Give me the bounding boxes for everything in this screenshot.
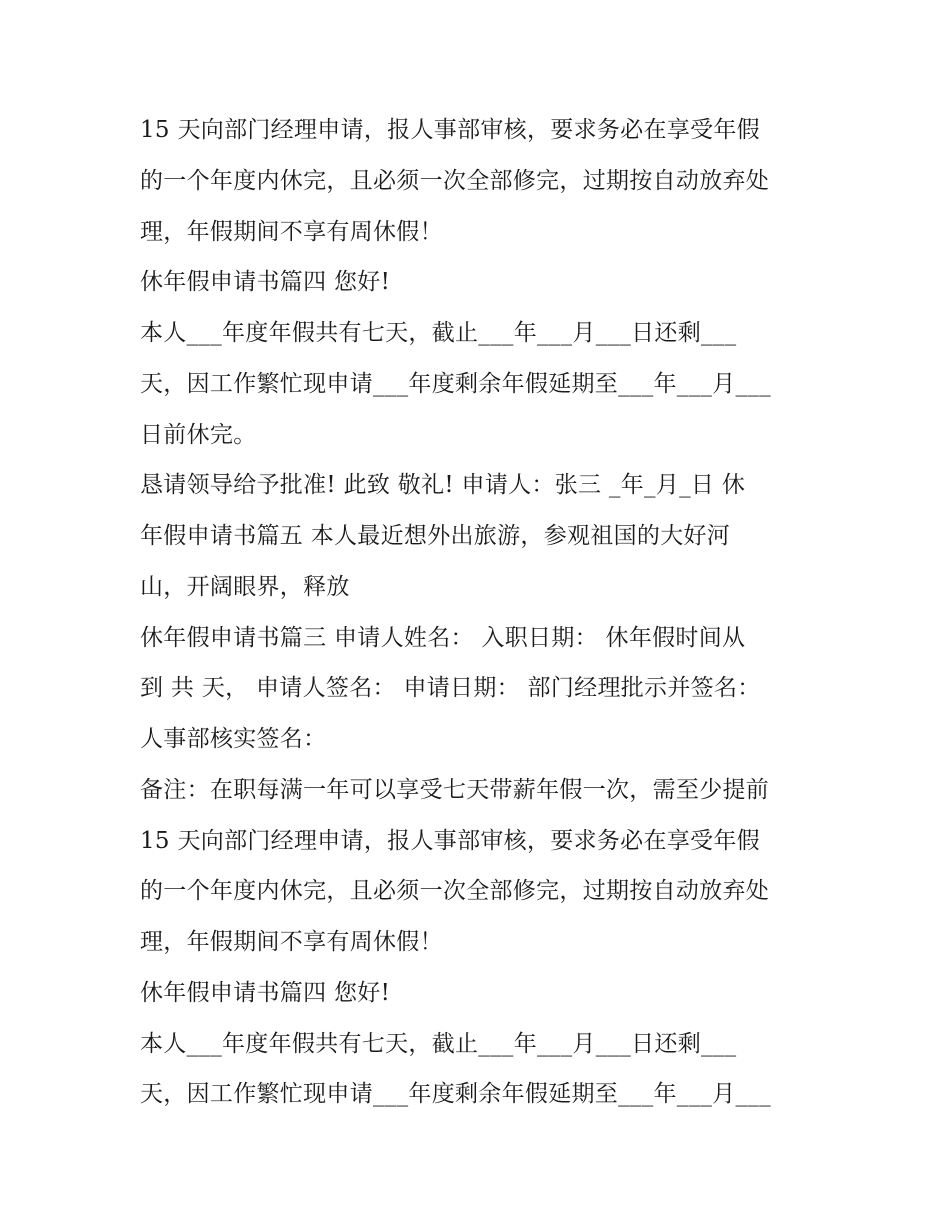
section-heading: 休年假申请书篇三 申请人姓名： 入职日期： 休年假时间从	[140, 625, 746, 651]
text-line: 山，开阔眼界，释放	[140, 574, 350, 600]
text-line: 15 天向部门经理申请，报人事部审核，要求务必在享受年假	[140, 117, 760, 143]
text-line: 到 共 天， 申请人签名： 申请日期： 部门经理批示并签名：	[140, 675, 761, 701]
text-line: 的一个年度内休完，且必须一次全部修完，过期按自动放弃处	[140, 168, 770, 194]
text-line: 本人___年度年假共有七天，截止___年___月___日还剩___	[140, 320, 737, 346]
text-line: 15 天向部门经理申请，报人事部审核，要求务必在享受年假	[140, 828, 760, 854]
section-heading: 休年假申请书篇四 您好!	[140, 980, 391, 1006]
text-line: 理，年假期间不享有周休假！	[140, 219, 443, 245]
section-heading: 休年假申请书篇四 您好!	[140, 269, 391, 295]
text-line: 天，因工作繁忙现申请___年度剩余年假延期至___年___月___	[140, 1081, 771, 1107]
text-line: 本人___年度年假共有七天，截止___年___月___日还剩___	[140, 1031, 737, 1057]
text-line: 备注：在职每满一年可以享受七天带薪年假一次，需至少提前	[140, 777, 770, 803]
text-line: 的一个年度内休完，且必须一次全部修完，过期按自动放弃处	[140, 878, 770, 904]
text-line: 天，因工作繁忙现申请___年度剩余年假延期至___年___月___	[140, 371, 771, 397]
text-line: 年假申请书篇五 本人最近想外出旅游，参观祖国的大好河	[140, 523, 731, 549]
text-line: 日前休完。	[140, 422, 257, 448]
text-line: 人事部核实签名：	[140, 726, 327, 752]
text-line: 理，年假期间不享有周休假！	[140, 929, 443, 955]
text-line: 恳请领导给予批准! 此致 敬礼! 申请人：张三 _年_月_日 休	[140, 472, 746, 498]
